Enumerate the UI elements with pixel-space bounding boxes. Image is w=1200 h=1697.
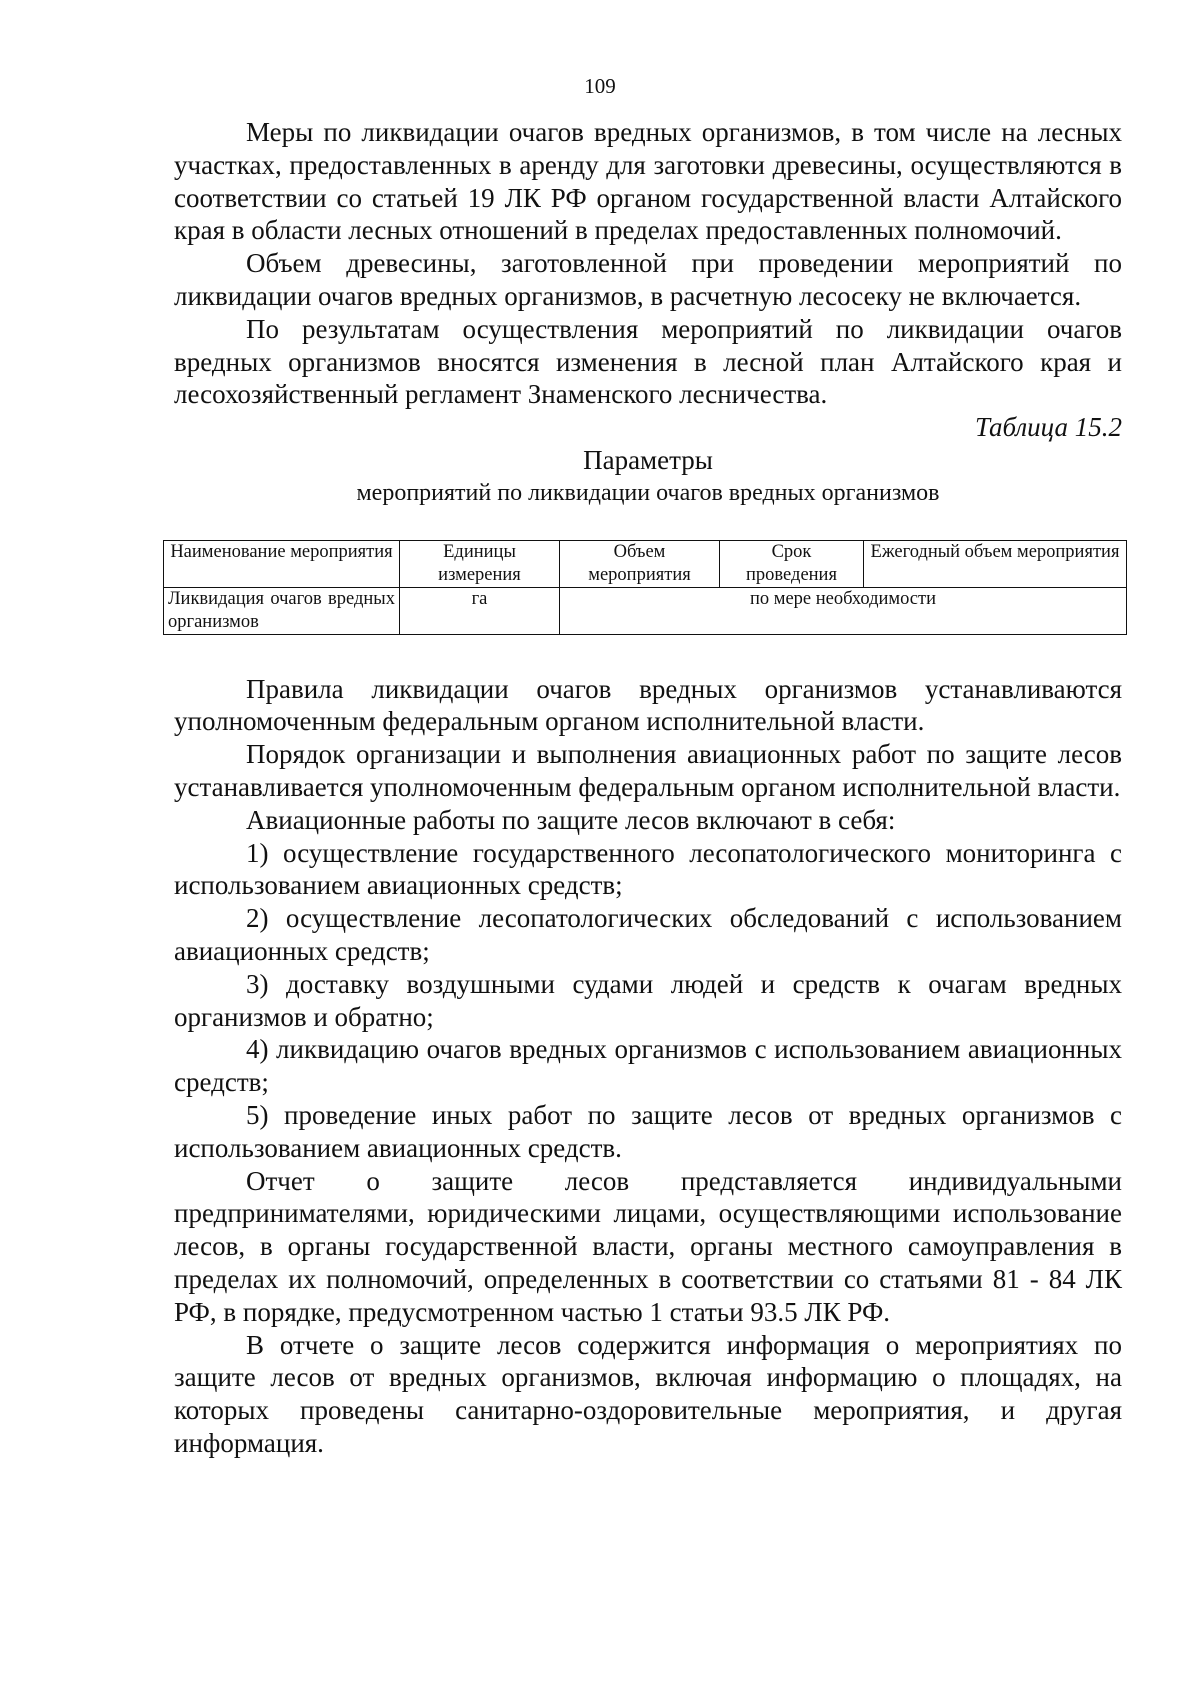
paragraph: В отчете о защите лесов содержится информация о мероприятиях по защите лесов от вредных организмов, включая информацию о площадях, на которых проведены санитарно-оздоровительные мероприятия, и другая информация. xyxy=(174,1329,1122,1458)
table-row xyxy=(164,587,1127,634)
paragraph: Объем древесины, заготовленной при проведении мероприятий по ликвидации очагов вредных организмов, в расчетную лесосеку не включается. xyxy=(174,248,1122,311)
paragraph: Меры по ликвидации очагов вредных организмов, в том числе на лесных участках, предоставленных в аренду для заготовки древесины, осуществляются в соответствии со статьей 19 ЛК РФ органом государственной власти Алтайского края в области лесных отношений в пределах предоставленных полномочий. xyxy=(174,117,1122,246)
list-item: 2) осуществление лесопатологических обследований с использованием авиационных средств; xyxy=(174,903,1122,966)
paragraph: Авиационные работы по защите лесов включают в себя: xyxy=(246,804,896,835)
page-number: 109 xyxy=(584,74,616,98)
table-cell-name: Ликвидация очагов вредных организмов xyxy=(164,587,400,634)
table-header-cell: Срок проведения xyxy=(720,540,864,587)
list-item: 5) проведение иных работ по защите лесов от вредных организмов с использованием авиационных средств. xyxy=(174,1099,1122,1163)
table-header-cell: Единицы измерения xyxy=(400,540,560,587)
paragraph: Порядок организации и выполнения авиационных работ по защите лесов устанавливается уполномоченным федеральным органом исполнительной власти. xyxy=(174,739,1122,802)
params-table-wrapper xyxy=(163,540,1126,635)
paragraph: Правила ликвидации очагов вредных организмов устанавливаются уполномоченным федеральным органом исполнительной власти. xyxy=(174,673,1122,737)
document-body xyxy=(168,116,1122,1460)
table-header-row xyxy=(164,540,1127,587)
list-item: 1) осуществление государственного лесопатологического мониторинга с использованием авиационных средств; xyxy=(174,837,1122,901)
params-table xyxy=(163,540,1127,635)
paragraph: Отчет о защите лесов представляется индивидуальными предпринимателями, юридическими лицами, осуществляющими использование лесов, в органы государственной власти, органы местного самоуправления в пределах их полномочий, определенных в соответствии со статьями 81 - 84 ЛК РФ, в порядке, предусмотренном частью 1 статьи 93.5 ЛК РФ. xyxy=(174,1165,1122,1327)
table-subtitle: мероприятий по ликвидации очагов вредных организмов xyxy=(356,479,940,506)
table-cell-unit: га xyxy=(400,587,560,634)
table-label: Таблица 15.2 xyxy=(974,412,1122,443)
paragraph: По результатам осуществления мероприятий по ликвидации очагов вредных организмов вносятся изменения в лесной план Алтайского края и лесохозяйственный регламент Знаменского лесничества. xyxy=(174,313,1122,410)
table-header-cell: Наименование мероприятия xyxy=(164,540,400,587)
list-item: 4) ликвидацию очагов вредных организмов с использованием авиационных средств; xyxy=(174,1034,1122,1098)
table-title: Параметры xyxy=(583,444,713,475)
table-header-cell: Объем мероприятия xyxy=(560,540,720,587)
table-header-cell: Ежегодный объем мероприятия xyxy=(864,540,1127,587)
list-item: 3) доставку воздушными судами людей и средств к очагам вредных организмов и обратно; xyxy=(174,968,1122,1032)
table-cell-merged-note: по мере необходимости xyxy=(560,587,1127,634)
